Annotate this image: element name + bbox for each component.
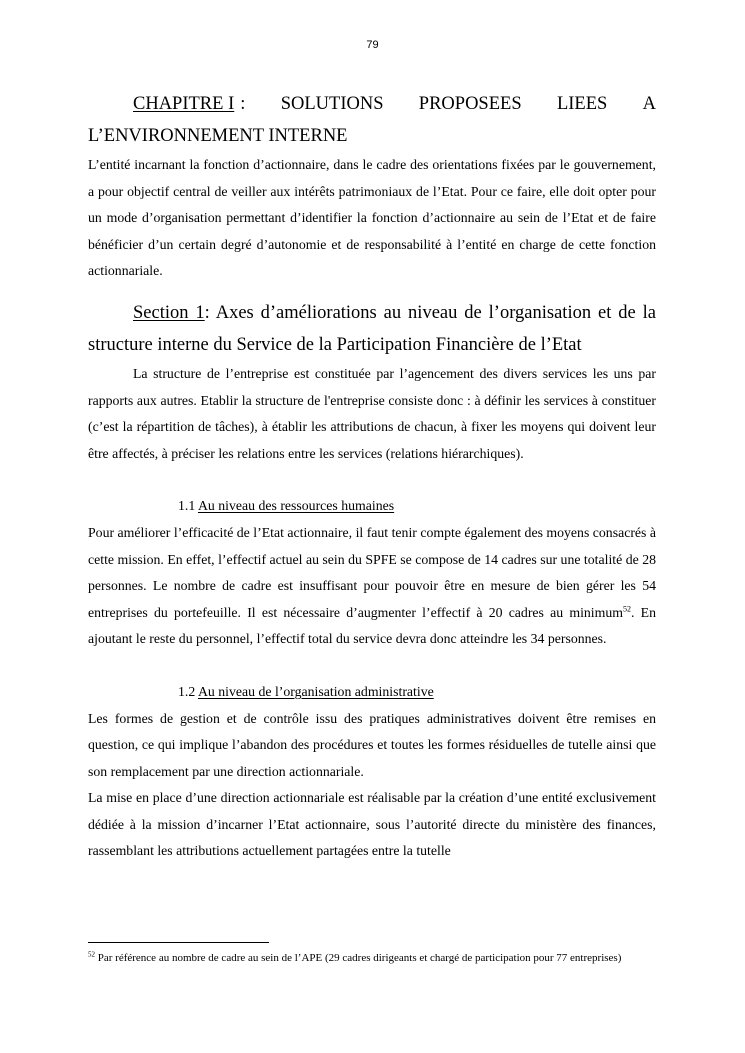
subsection-paragraph: La mise en place d’une direction actionnariale est réalisable par la création d’une entité exclusivement dédiée à la mission d’incarner l’Etat actionnaire, sous l’autorité directe du ministère des finances, rassemblant les attributions actuellement partagées entre la tutelle	[88, 790, 656, 859]
footnote	[88, 950, 656, 966]
section-title: : Axes d’améliorations au niveau de l’organisation et de la structure interne du Service de la Participation Financière de l’Etat	[88, 302, 657, 355]
subsection-paragraph: Les formes de gestion et de contrôle issu des pratiques administratives doivent être remises en question, ce qui implique l’abandon des procédures et toutes les formes résiduelles de tutelle ainsi que son remplacement par une direction actionnariale.	[88, 710, 656, 779]
chapter-heading	[88, 88, 656, 152]
chapter-word: A	[642, 94, 656, 114]
paragraph-text: . En ajoutant le reste du personnel, l’effectif total du service devra donc atteindre les 34 personnes.	[88, 604, 656, 647]
subsection-paragraph	[88, 520, 656, 653]
section-heading	[88, 297, 656, 361]
chapter-word: PROPOSEES	[418, 94, 522, 114]
footnote-number: 52	[88, 950, 95, 959]
subsection-number: 1.1	[178, 498, 196, 514]
intro-paragraph: L’entité incarnant la fonction d’actionnaire, dans le cadre des orientations fixées par le gouvernement, a pour objectif central de veiller aux intérêts patrimoniaux de l’Etat. Pour ce faire, elle doit opter pour un mode d’organisation permettant d’identifier la fonction d’actionnaire au sein de l’Etat et de faire bénéficier d’un certain degré d’autonomie et de responsabilité à l’entité en charge de cette fonction actionnariale.	[88, 157, 656, 279]
chapter-word: LIEES	[556, 94, 608, 114]
chapter-label: CHAPITRE I	[133, 94, 235, 114]
section-paragraph: La structure de l’entreprise est constituée par l’agencement des divers services les uns par rapports aux autres. Etablir la structure de l'entreprise consiste donc : à définir les services à constituer (c’est la répartition de tâches), à établir les attributions de chacun, à fixer les moyens qui doivent leur être affectés, à préciser les relations entre les services (relations hiérarchiques).	[88, 365, 656, 461]
chapter-title-line2: L’ENVIRONNEMENT INTERNE	[88, 126, 348, 146]
subsection-title: Au niveau de l’organisation administrative	[197, 683, 434, 699]
footnote-reference: 52	[623, 604, 632, 614]
footnote-divider	[88, 942, 269, 943]
chapter-word: SOLUTIONS	[280, 94, 384, 114]
subsection-heading-1-2	[88, 679, 656, 706]
page-body	[88, 88, 656, 865]
section-label: Section 1	[133, 302, 205, 323]
subsection-title: Au niveau des ressources humaines	[197, 498, 395, 514]
subsection-number: 1.2	[178, 683, 196, 699]
page-number: 79	[366, 39, 379, 51]
footnote-text: Par référence au nombre de cadre au sein de l’APE (29 cadres dirigeants et chargé de participation pour 77 entreprises)	[95, 952, 622, 964]
subsection-heading-1-1	[88, 493, 656, 520]
chapter-colon: :	[240, 94, 246, 114]
paragraph-text: Pour améliorer l’efficacité de l’Etat actionnaire, il faut tenir compte également des moyens consacrés à cette mission. En effet, l’effectif actuel au sein du SPFE se compose de 14 cadres sur une totalité de 28 personnes. Le nombre de cadre est insuffisant pour pouvoir être en mesure de bien gérer les 54 entreprises du portefeuille. Il est nécessaire d’augmenter l’effectif à 20 cadres au minimum	[88, 524, 656, 620]
